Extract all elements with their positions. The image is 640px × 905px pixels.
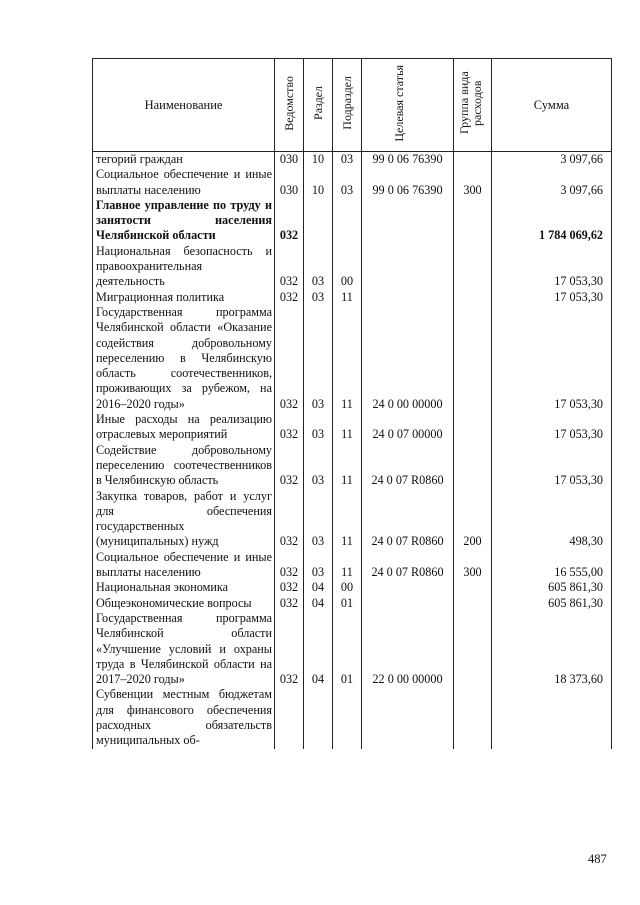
- header-podrazdel-cell: [333, 59, 362, 152]
- row-summa: 3 097,66: [492, 152, 612, 168]
- row-name: Государственная программа Челябинской области «Оказание содействия добровольному переселению в Челябинскую область соотечественников, проживающих за рубежом, на 2016–2020 годы»: [93, 305, 275, 412]
- table-row: [93, 198, 612, 244]
- row-razdel: 03: [304, 412, 333, 443]
- row-razdel: 04: [304, 611, 333, 687]
- table-row: [93, 611, 612, 687]
- row-summa: 605 861,30: [492, 580, 612, 595]
- header-gruppa: Группа вида расходов: [456, 71, 484, 135]
- table-row: [93, 687, 612, 748]
- row-gruppa: 200: [454, 489, 492, 550]
- row-podrazdel: 01: [333, 596, 362, 611]
- row-name: Субвенции местным бюджетам для финансового обеспечения расходных обязательств муниципальных об-: [93, 687, 275, 748]
- row-gruppa: [454, 412, 492, 443]
- row-podrazdel: [333, 198, 362, 244]
- table-row: [93, 550, 612, 581]
- row-podrazdel: 00: [333, 580, 362, 595]
- row-podrazdel: 11: [333, 489, 362, 550]
- row-vedomstvo: 032: [275, 244, 304, 290]
- row-name: Закупка товаров, работ и услуг для обеспечения государственных (муниципальных) нужд: [93, 489, 275, 550]
- row-podrazdel: 00: [333, 244, 362, 290]
- row-podrazdel: 11: [333, 443, 362, 489]
- row-podrazdel: 01: [333, 611, 362, 687]
- row-vedomstvo: 032: [275, 412, 304, 443]
- row-podrazdel: 11: [333, 550, 362, 581]
- row-podrazdel: 03: [333, 167, 362, 198]
- row-razdel: 04: [304, 580, 333, 595]
- row-name: Общеэкономические вопросы: [93, 596, 275, 611]
- row-celevaya: 24 0 07 R0860: [362, 443, 454, 489]
- row-celevaya: 99 0 06 76390: [362, 152, 454, 168]
- row-podrazdel: 11: [333, 290, 362, 305]
- row-gruppa: [454, 580, 492, 595]
- row-razdel: [304, 198, 333, 244]
- row-summa: 17 053,30: [492, 244, 612, 290]
- row-name: Национальная экономика: [93, 580, 275, 595]
- row-vedomstvo: 030: [275, 152, 304, 168]
- table-row: [93, 489, 612, 550]
- row-vedomstvo: 030: [275, 167, 304, 198]
- table-row: [93, 290, 612, 305]
- row-celevaya: [362, 244, 454, 290]
- row-celevaya: [362, 198, 454, 244]
- row-gruppa: [454, 244, 492, 290]
- row-summa: 3 097,66: [492, 167, 612, 198]
- row-razdel: [304, 687, 333, 748]
- row-summa: 17 053,30: [492, 305, 612, 412]
- row-gruppa: [454, 198, 492, 244]
- budget-table-container: [92, 58, 611, 749]
- header-celevaya: Целевая статья: [391, 64, 406, 142]
- row-name: Социальное обеспечение и иные выплаты населению: [93, 167, 275, 198]
- row-summa: 18 373,60: [492, 611, 612, 687]
- row-podrazdel: [333, 687, 362, 748]
- row-name: тегорий граждан: [93, 152, 275, 168]
- row-vedomstvo: 032: [275, 489, 304, 550]
- budget-table: [92, 58, 612, 749]
- row-razdel: 04: [304, 596, 333, 611]
- row-vedomstvo: 032: [275, 611, 304, 687]
- table-row: [93, 167, 612, 198]
- table-row: [93, 580, 612, 595]
- row-gruppa: 300: [454, 167, 492, 198]
- table-body: [93, 152, 612, 749]
- row-razdel: 10: [304, 152, 333, 168]
- row-razdel: 03: [304, 489, 333, 550]
- row-gruppa: [454, 687, 492, 748]
- row-celevaya: 22 0 00 00000: [362, 611, 454, 687]
- row-razdel: 03: [304, 244, 333, 290]
- row-celevaya: [362, 290, 454, 305]
- table-row: [93, 412, 612, 443]
- row-gruppa: 300: [454, 550, 492, 581]
- row-name: Миграционная политика: [93, 290, 275, 305]
- header-razdel: Раздел: [310, 86, 325, 120]
- row-celevaya: [362, 580, 454, 595]
- row-gruppa: [454, 443, 492, 489]
- row-name: Национальная безопасность и правоохранительная деятельность: [93, 244, 275, 290]
- row-summa: 17 053,30: [492, 290, 612, 305]
- row-celevaya: 99 0 06 76390: [362, 167, 454, 198]
- row-podrazdel: 11: [333, 305, 362, 412]
- row-podrazdel: 11: [333, 412, 362, 443]
- row-vedomstvo: 032: [275, 443, 304, 489]
- row-name: Главное управление по труду и занятости населения Челябинской области: [93, 198, 275, 244]
- row-celevaya: [362, 596, 454, 611]
- table-header-row: [93, 59, 612, 152]
- row-summa: 605 861,30: [492, 596, 612, 611]
- table-row: [93, 244, 612, 290]
- row-name: Социальное обеспечение и иные выплаты населению: [93, 550, 275, 581]
- row-razdel: 10: [304, 167, 333, 198]
- row-razdel: 03: [304, 290, 333, 305]
- header-gruppa-cell: [454, 59, 492, 152]
- header-celevaya-cell: [362, 59, 454, 152]
- row-summa: [492, 687, 612, 748]
- row-summa: 498,30: [492, 489, 612, 550]
- row-summa: 1 784 069,62: [492, 198, 612, 244]
- table-row: [93, 152, 612, 168]
- header-summa: Сумма: [492, 59, 612, 152]
- header-name: Наименование: [93, 59, 275, 152]
- row-razdel: 03: [304, 305, 333, 412]
- row-gruppa: [454, 611, 492, 687]
- row-vedomstvo: 032: [275, 305, 304, 412]
- row-podrazdel: 03: [333, 152, 362, 168]
- row-vedomstvo: 032: [275, 198, 304, 244]
- row-vedomstvo: 032: [275, 596, 304, 611]
- row-gruppa: [454, 596, 492, 611]
- row-summa: 16 555,00: [492, 550, 612, 581]
- row-gruppa: [454, 290, 492, 305]
- row-name: Иные расходы на реализацию отраслевых мероприятий: [93, 412, 275, 443]
- row-name: Содействие добровольному переселению соотечественников в Челябинскую область: [93, 443, 275, 489]
- header-vedomstvo: Ведомство: [281, 75, 296, 131]
- row-name: Государственная программа Челябинской области «Улучшение условий и охраны труда в Челябинской области на 2017–2020 годы»: [93, 611, 275, 687]
- row-razdel: 03: [304, 550, 333, 581]
- row-celevaya: 24 0 00 00000: [362, 305, 454, 412]
- row-celevaya: 24 0 07 00000: [362, 412, 454, 443]
- table-row: [93, 443, 612, 489]
- row-gruppa: [454, 152, 492, 168]
- page-number: 487: [588, 852, 607, 866]
- row-celevaya: 24 0 07 R0860: [362, 550, 454, 581]
- row-vedomstvo: 032: [275, 550, 304, 581]
- row-vedomstvo: 032: [275, 580, 304, 595]
- row-razdel: 03: [304, 443, 333, 489]
- row-summa: 17 053,30: [492, 443, 612, 489]
- header-razdel-cell: [304, 59, 333, 152]
- header-vedomstvo-cell: [275, 59, 304, 152]
- row-celevaya: 24 0 07 R0860: [362, 489, 454, 550]
- header-podrazdel: Подраздел: [339, 76, 354, 130]
- row-gruppa: [454, 305, 492, 412]
- row-summa: 17 053,30: [492, 412, 612, 443]
- table-row: [93, 305, 612, 412]
- row-vedomstvo: 032: [275, 290, 304, 305]
- row-celevaya: [362, 687, 454, 748]
- table-row: [93, 596, 612, 611]
- row-vedomstvo: [275, 687, 304, 748]
